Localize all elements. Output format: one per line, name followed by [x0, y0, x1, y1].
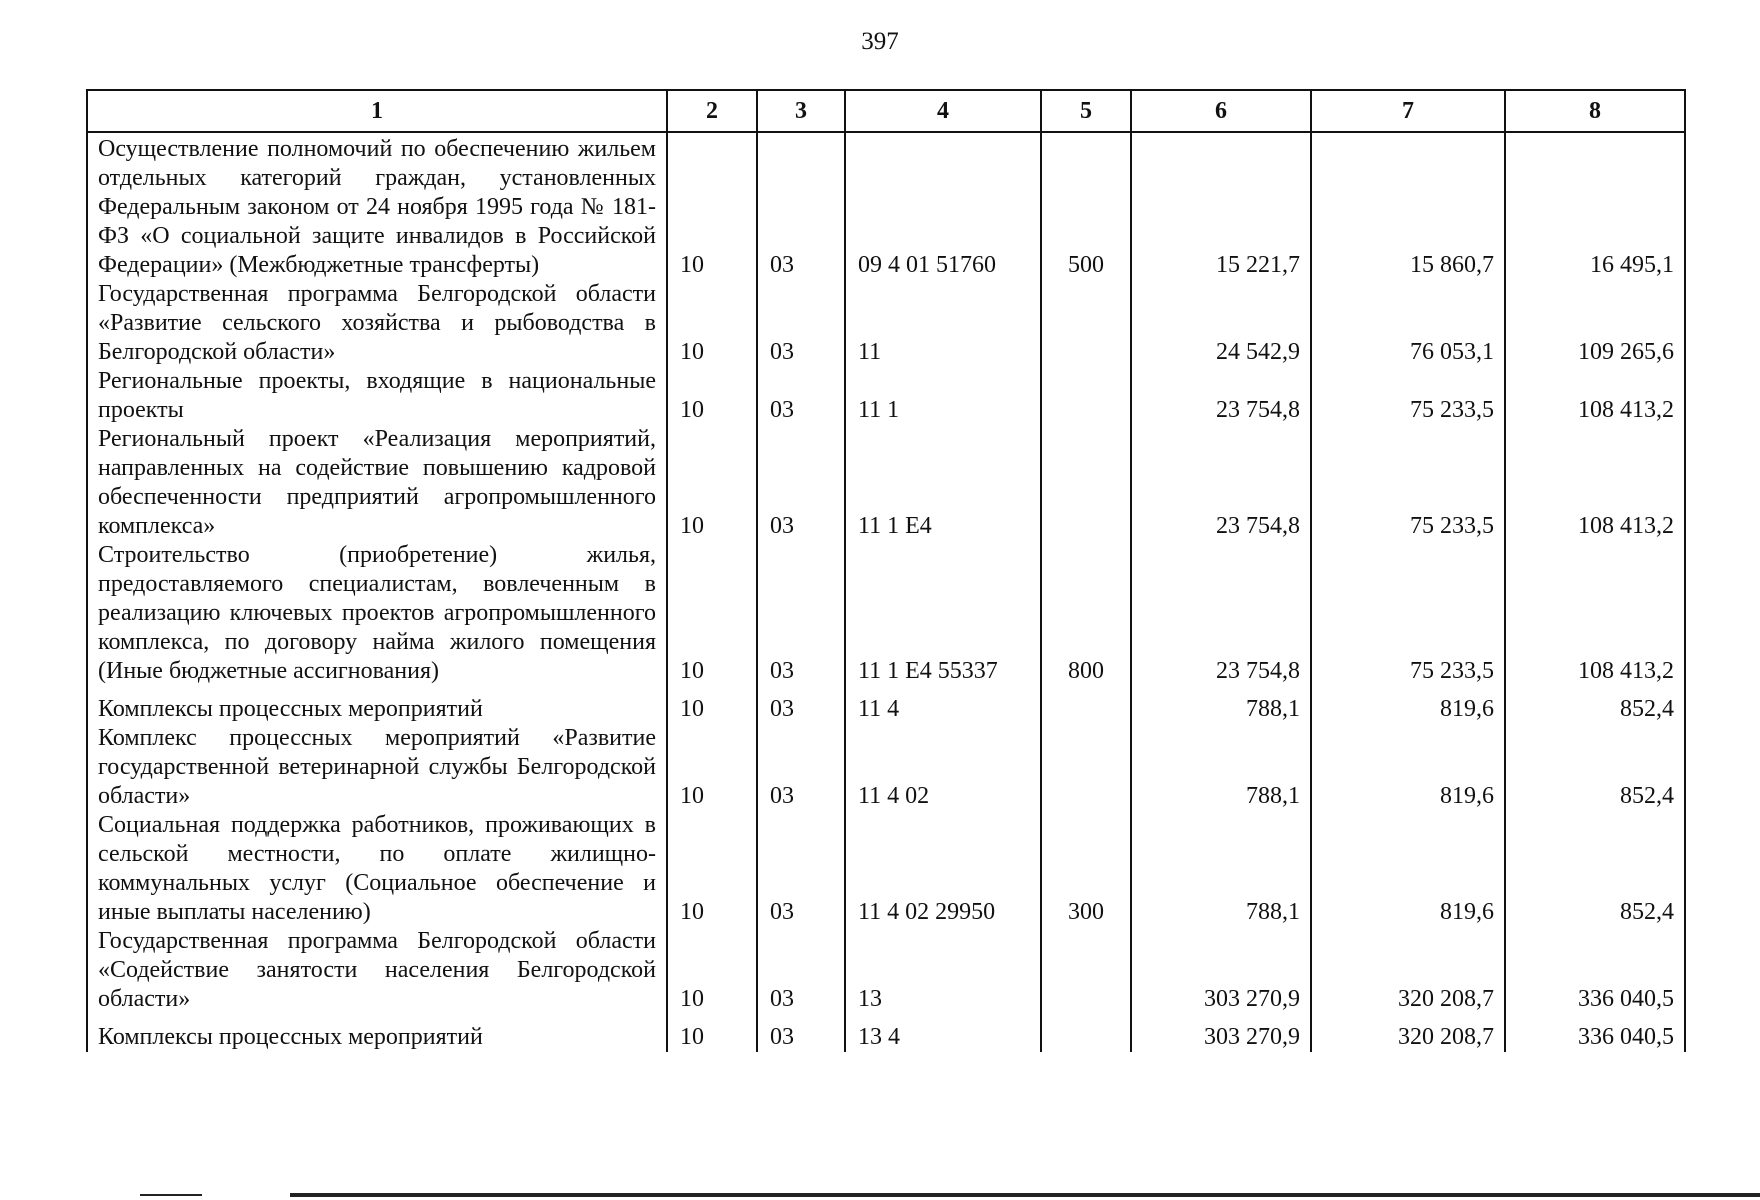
- row-expense-kind: [1041, 724, 1131, 811]
- row-description: Комплекс процессных мероприятий «Развитие государственной ветеринарной службы Белгородской области»: [87, 724, 667, 811]
- row-subsection: 03: [757, 132, 845, 280]
- row-section: 10: [667, 686, 757, 724]
- row-description: Социальная поддержка работников, проживающих в сельской местности, по оплате жилищно-коммунальных услуг (Социальное обеспечение и иные выплаты населению): [87, 811, 667, 927]
- row-amount-year-3: 336 040,5: [1505, 1014, 1685, 1052]
- row-subsection: 03: [757, 927, 845, 1014]
- row-amount-year-2: 76 053,1: [1311, 280, 1505, 367]
- row-description: Комплексы процессных мероприятий: [87, 1014, 667, 1052]
- row-target-code: 11 4 02 29950: [845, 811, 1041, 927]
- row-description: Строительство (приобретение) жилья, предоставляемого специалистам, вовлеченным в реализацию ключевых проектов агропромышленного комплекса, по договору найма жилого помещения (Иные бюджетные ассигнования): [87, 541, 667, 686]
- header-col-5: 5: [1041, 90, 1131, 132]
- row-amount-year-3: 108 413,2: [1505, 541, 1685, 686]
- row-description: Региональный проект «Реализация мероприятий, направленных на содействие повышению кадровой обеспеченности предприятий агропромышленного комплекса»: [87, 425, 667, 541]
- row-amount-year-2: 819,6: [1311, 724, 1505, 811]
- row-expense-kind: [1041, 367, 1131, 425]
- row-description: Государственная программа Белгородской области «Содействие занятости населения Белгородской области»: [87, 927, 667, 1014]
- row-amount-year-3: 16 495,1: [1505, 132, 1685, 280]
- table-row: [87, 724, 1685, 811]
- row-amount-year-1: 23 754,8: [1131, 367, 1311, 425]
- row-subsection: 03: [757, 724, 845, 811]
- row-expense-kind: 500: [1041, 132, 1131, 280]
- table-row: [87, 541, 1685, 686]
- table-row: [87, 367, 1685, 425]
- row-amount-year-2: 320 208,7: [1311, 1014, 1505, 1052]
- row-expense-kind: [1041, 280, 1131, 367]
- budget-table: [86, 89, 1686, 1052]
- row-amount-year-3: 852,4: [1505, 686, 1685, 724]
- table-row: [87, 927, 1685, 1014]
- row-expense-kind: [1041, 686, 1131, 724]
- row-expense-kind: 800: [1041, 541, 1131, 686]
- table-row: [87, 132, 1685, 280]
- row-amount-year-1: 303 270,9: [1131, 927, 1311, 1014]
- row-amount-year-3: 852,4: [1505, 811, 1685, 927]
- row-subsection: 03: [757, 811, 845, 927]
- row-amount-year-3: 336 040,5: [1505, 927, 1685, 1014]
- row-amount-year-3: 852,4: [1505, 724, 1685, 811]
- table-row: [87, 425, 1685, 541]
- row-description: Региональные проекты, входящие в национальные проекты: [87, 367, 667, 425]
- row-amount-year-1: 24 542,9: [1131, 280, 1311, 367]
- row-target-code: 09 4 01 51760: [845, 132, 1041, 280]
- row-subsection: 03: [757, 280, 845, 367]
- header-col-4: 4: [845, 90, 1041, 132]
- row-section: 10: [667, 724, 757, 811]
- row-section: 10: [667, 280, 757, 367]
- row-target-code: 11 4 02: [845, 724, 1041, 811]
- row-target-code: 11 4: [845, 686, 1041, 724]
- row-amount-year-2: 819,6: [1311, 686, 1505, 724]
- row-amount-year-2: 75 233,5: [1311, 425, 1505, 541]
- row-target-code: 11 1 Е4 55337: [845, 541, 1041, 686]
- header-col-1: 1: [87, 90, 667, 132]
- row-section: 10: [667, 541, 757, 686]
- table-row: [87, 686, 1685, 724]
- table-row: [87, 1014, 1685, 1052]
- row-section: 10: [667, 811, 757, 927]
- row-amount-year-3: 108 413,2: [1505, 367, 1685, 425]
- row-amount-year-1: 788,1: [1131, 686, 1311, 724]
- row-target-code: 11 1 Е4: [845, 425, 1041, 541]
- page-number: 397: [861, 28, 899, 55]
- table-row: [87, 280, 1685, 367]
- row-amount-year-2: 75 233,5: [1311, 367, 1505, 425]
- row-amount-year-1: 788,1: [1131, 724, 1311, 811]
- row-amount-year-3: 108 413,2: [1505, 425, 1685, 541]
- row-amount-year-3: 109 265,6: [1505, 280, 1685, 367]
- row-expense-kind: [1041, 927, 1131, 1014]
- header-col-2: 2: [667, 90, 757, 132]
- header-row: [87, 90, 1685, 132]
- row-amount-year-1: 23 754,8: [1131, 425, 1311, 541]
- header-col-8: 8: [1505, 90, 1685, 132]
- row-subsection: 03: [757, 686, 845, 724]
- row-amount-year-2: 819,6: [1311, 811, 1505, 927]
- row-amount-year-1: 15 221,7: [1131, 132, 1311, 280]
- header-col-3: 3: [757, 90, 845, 132]
- row-section: 10: [667, 425, 757, 541]
- row-amount-year-2: 15 860,7: [1311, 132, 1505, 280]
- row-target-code: 11: [845, 280, 1041, 367]
- row-section: 10: [667, 1014, 757, 1052]
- footer-divider-short: [140, 1194, 202, 1196]
- row-subsection: 03: [757, 541, 845, 686]
- row-subsection: 03: [757, 367, 845, 425]
- row-section: 10: [667, 132, 757, 280]
- header-col-6: 6: [1131, 90, 1311, 132]
- row-expense-kind: [1041, 425, 1131, 541]
- header-col-7: 7: [1311, 90, 1505, 132]
- row-expense-kind: 300: [1041, 811, 1131, 927]
- table-row: [87, 811, 1685, 927]
- row-amount-year-1: 788,1: [1131, 811, 1311, 927]
- row-target-code: 11 1: [845, 367, 1041, 425]
- row-description: Государственная программа Белгородской области «Развитие сельского хозяйства и рыбоводства в Белгородской области»: [87, 280, 667, 367]
- row-target-code: 13 4: [845, 1014, 1041, 1052]
- row-subsection: 03: [757, 425, 845, 541]
- row-section: 10: [667, 367, 757, 425]
- row-section: 10: [667, 927, 757, 1014]
- row-description: Осуществление полномочий по обеспечению жильем отдельных категорий граждан, установленных Федеральным законом от 24 ноября 1995 года № 181-ФЗ «О социальной защите инвалидов в Российской Федерации» (Межбюджетные трансферты): [87, 132, 667, 280]
- row-amount-year-1: 23 754,8: [1131, 541, 1311, 686]
- row-amount-year-1: 303 270,9: [1131, 1014, 1311, 1052]
- row-expense-kind: [1041, 1014, 1131, 1052]
- row-subsection: 03: [757, 1014, 845, 1052]
- footer-divider-long: [290, 1193, 1760, 1197]
- row-target-code: 13: [845, 927, 1041, 1014]
- row-amount-year-2: 320 208,7: [1311, 927, 1505, 1014]
- row-description: Комплексы процессных мероприятий: [87, 686, 667, 724]
- row-amount-year-2: 75 233,5: [1311, 541, 1505, 686]
